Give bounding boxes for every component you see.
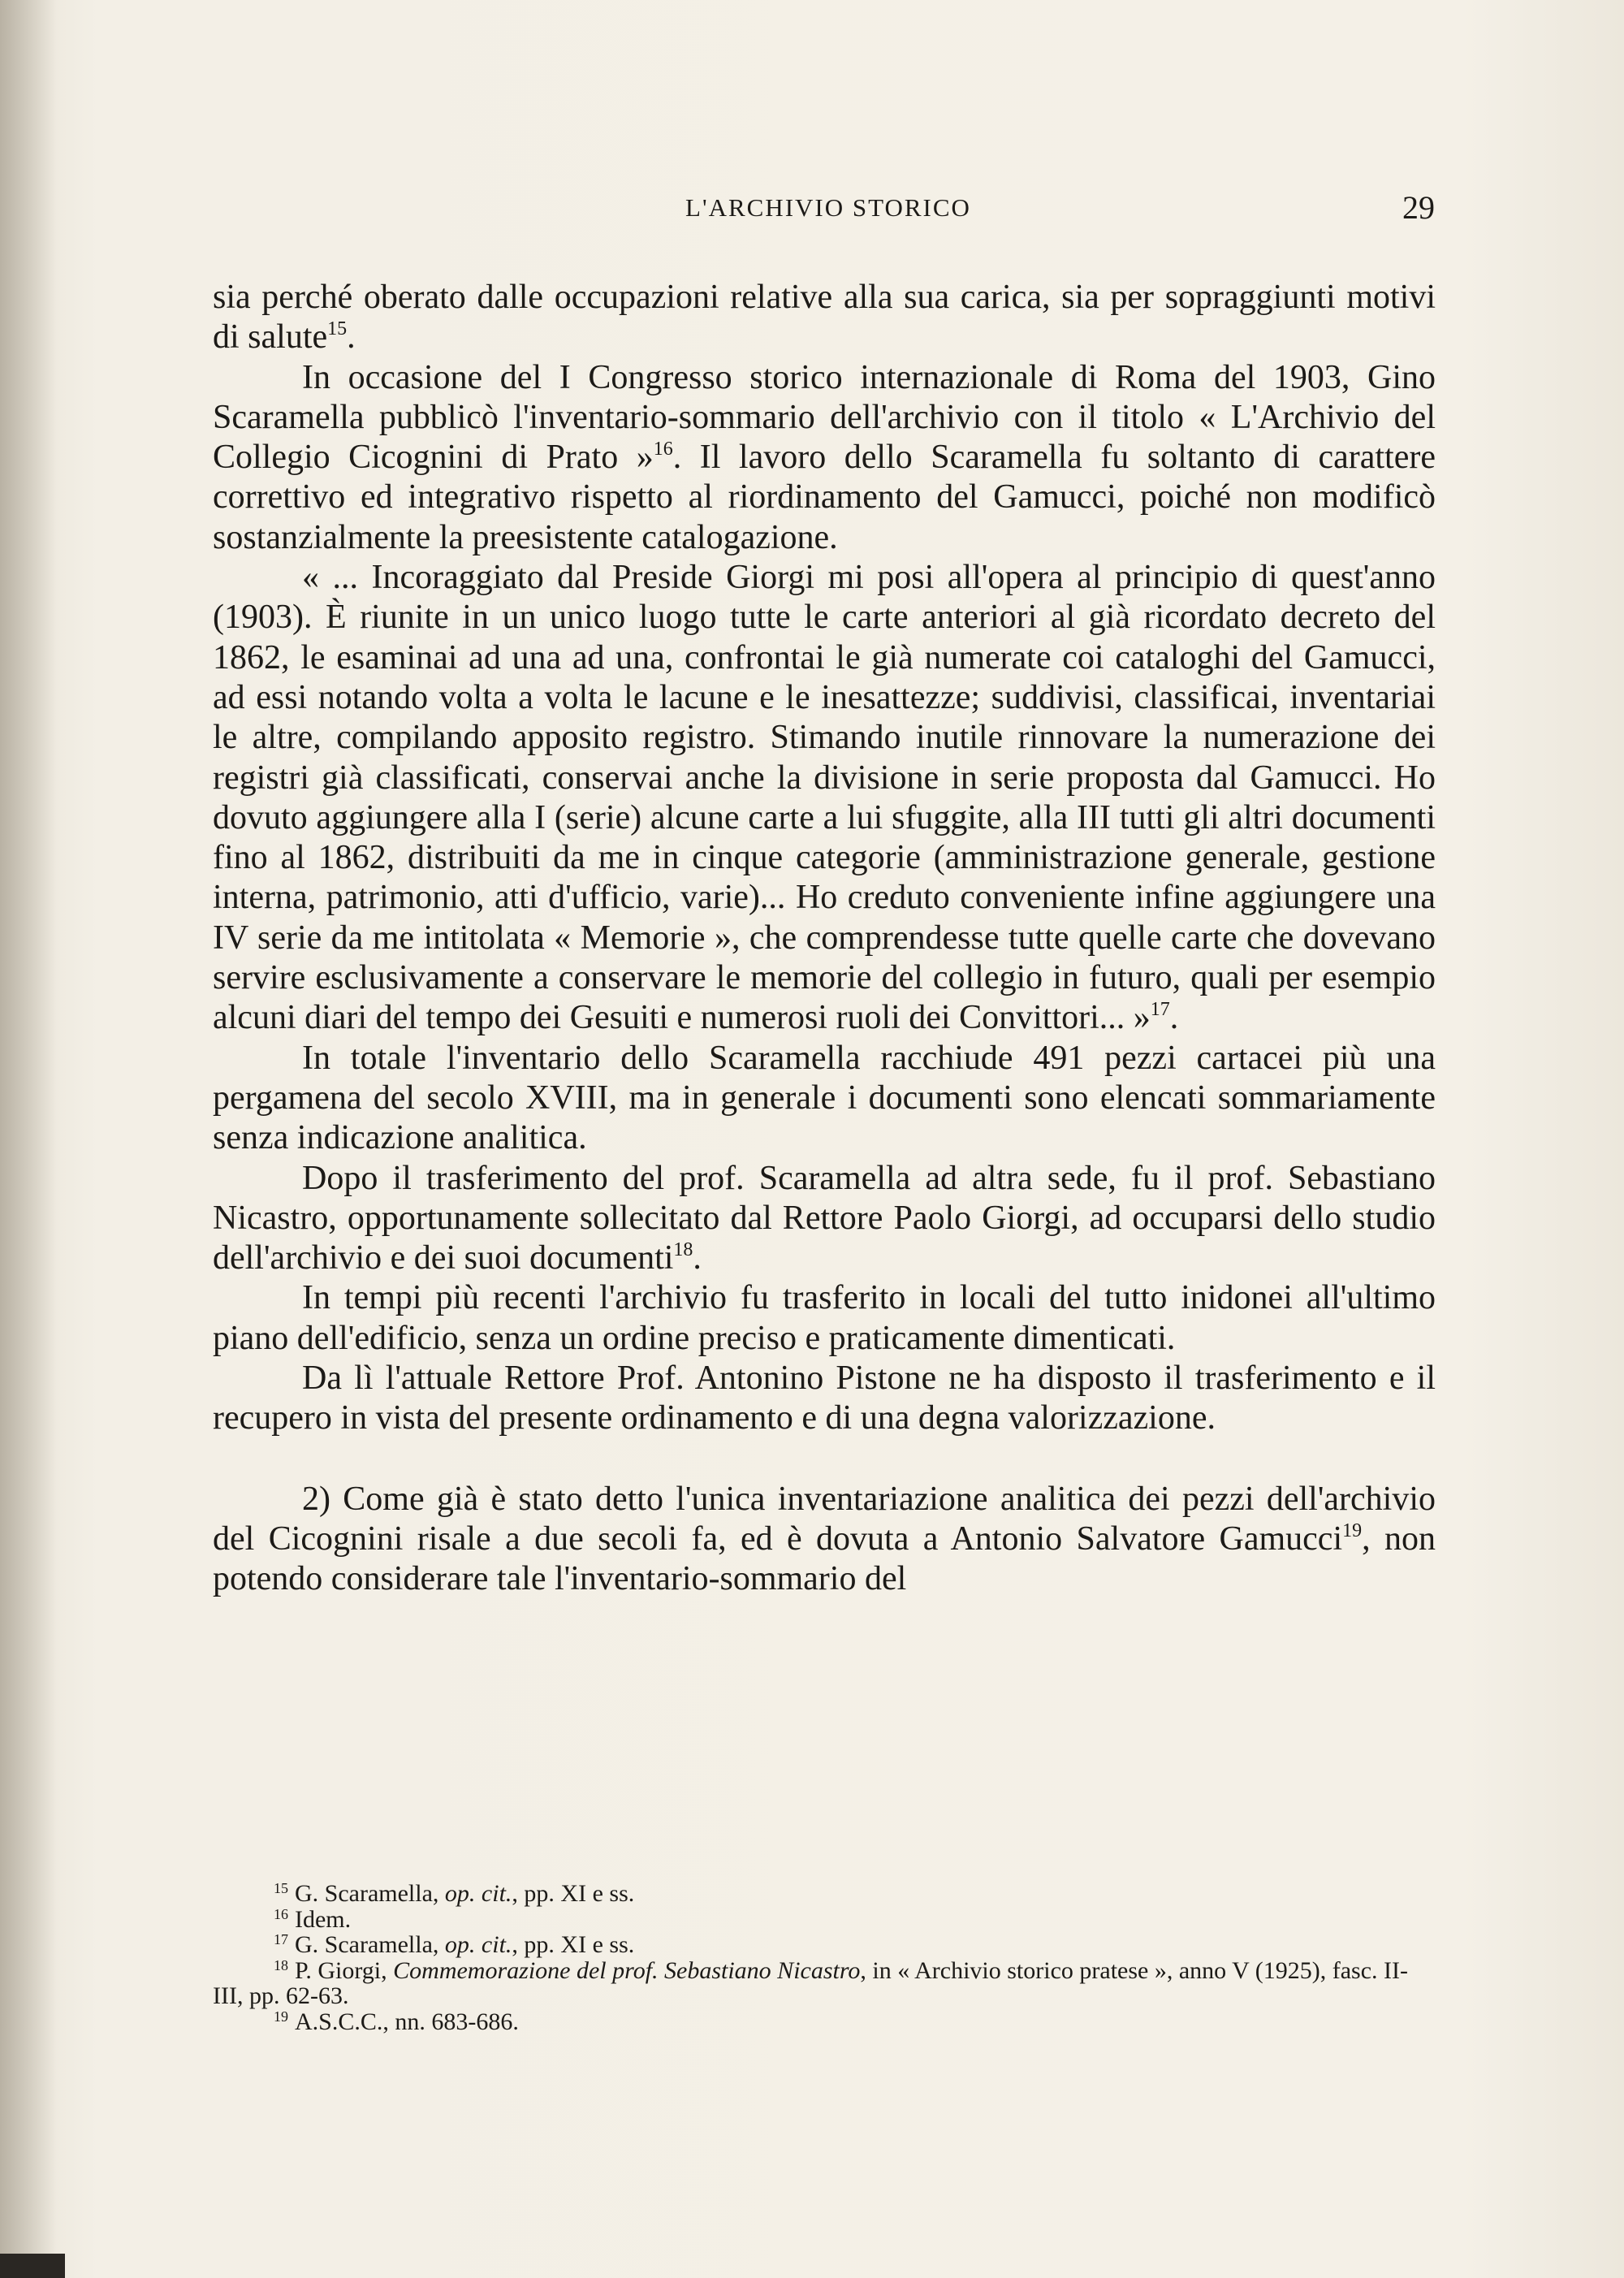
body-text <box>213 278 1436 1600</box>
quotation-paragraph: « ... Incoraggiato dal Preside Giorgi mi posi all'opera al principio di quest'anno (1903). È riunite in un unico luogo tutte le carte anteriori al già ricordato decreto del 1862, le esaminai ad una ad una, confrontai le già numerate coi cataloghi del Gamucci, ad essi notando volta a volta le lacune e le inesattezze; suddivisi, classificai, inventariai le altre, compilando apposito registro. Stimando inutile rinnovare la numerazione dei registri già classificati, conservai anche la divisione in serie proposta dal Gamucci. Ho dovuto aggiungere alla I (serie) alcune carte a lui sfuggite, alla III tutti gli altri documenti fino al 1862, distribuiti da me in cinque categorie (amministrazione generale, gestione interna, patrimonio, atti d'ufficio, varie)... Ho creduto conveniente infine aggiungere una IV serie da me intitolata « Memorie », che comprendesse tutte quelle carte che dovevano servire esclusivamente a conservare le memorie del collegio in futuro, quali per esempio alcuni diari del tempo dei Gesuiti e numerosi ruoli dei Convittori... »$^{17}$. <box>213 559 1436 1037</box>
running-title: L'ARCHIVIO STORICO <box>685 193 971 222</box>
paragraph: sia perché oberato dalle occupazioni relative alla sua carica, sia per sopraggiunti motivi di salute$^{15}$. <box>213 279 1436 357</box>
page-header <box>0 189 1624 242</box>
footnotes <box>213 1881 1436 2034</box>
footnote: $^{15}$ G. Scaramella, op. cit., pp. XI e ss. <box>274 1880 635 1907</box>
paragraph: In totale l'inventario dello Scaramella racchiude 491 pezzi cartacei più una pergamena del secolo XVIII, ma in generale i documenti sono elencati sommariamente senza indicazione analitica. <box>213 1039 1436 1157</box>
paragraph: In tempi più recenti l'archivio fu trasferito in locali del tutto inidonei all'ultimo piano dell'edificio, senza un ordine preciso e praticamente dimenticati. <box>213 1279 1436 1357</box>
footnote-ref: 17 <box>1150 999 1170 1021</box>
page-number: 29 <box>1402 189 1435 226</box>
scan-corner <box>0 2254 65 2278</box>
footnote: $^{17}$ G. Scaramella, op. cit., pp. XI e ss. <box>274 1931 635 1958</box>
paragraph: In occasione del I Congresso storico internazionale di Roma del 1903, Gino Scaramella pubblicò l'inventario-sommario dell'archivio con il titolo « L'Archivio del Collegio Cicognini di Prato »$^{16}$. Il lavoro dello Scaramella fu soltanto di carattere correttivo ed integrativo rispetto al riordinamento del Gamucci, poiché non modificò sostanzialmente la preesistente catalogazione. <box>213 358 1436 556</box>
footnote-ref: 18 <box>673 1239 693 1261</box>
footnote-ref: 15 <box>327 318 348 340</box>
footnote-ref: 19 <box>1342 1519 1363 1541</box>
footnote-ref: 16 <box>653 439 673 460</box>
footnote: $^{16}$ Idem. <box>274 1905 352 1933</box>
paragraph: Da lì l'attuale Rettore Prof. Antonino Pistone ne ha disposto il trasferimento e il recupero in vista del presente ordinamento e di una degna valorizzazione. <box>213 1359 1436 1437</box>
section-paragraph: 2) Come già è stato detto l'unica inventariazione analitica dei pezzi dell'archivio del Cicognini risale a due secoli fa, ed è dovuta a Antonio Salvatore Gamucci$^{19}$, non potendo considerare tale l'inventario-sommario del <box>213 1480 1436 1598</box>
footnote: $^{19}$ A.S.C.C., nn. 683-686. <box>274 2008 519 2035</box>
paragraph: Dopo il trasferimento del prof. Scaramella ad altra sede, fu il prof. Sebastiano Nicastro, opportunamente sollecitato dal Rettore Paolo Giorgi, ad occuparsi dello studio dell'archivio e dei suoi documenti$^{18}$. <box>213 1159 1436 1277</box>
footnote: $^{18}$ P. Giorgi, Commemorazione del prof. Sebastiano Nicastro, in « Archivio storico pratese », anno V (1925), fasc. II-III, pp. 62-63. <box>213 1956 1408 2009</box>
page-gutter-shadow <box>0 0 57 2278</box>
